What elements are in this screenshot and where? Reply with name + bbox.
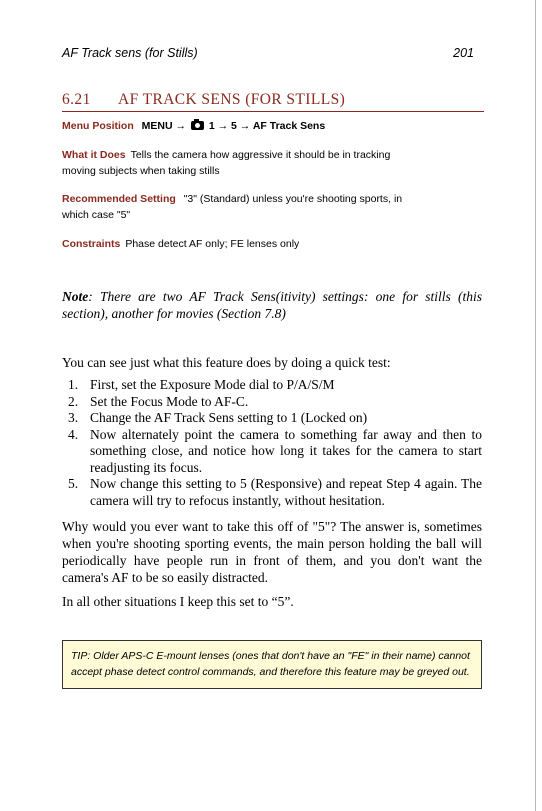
intro-paragraph: You can see just what this feature does by doing a quick test: xyxy=(62,355,391,370)
recommended-line1: "3" (Standard) unless you're shooting sports, in xyxy=(183,193,403,205)
note-paragraph xyxy=(62,288,482,322)
recommended-setting-label: Recommended Setting xyxy=(62,193,176,205)
step-number: 1. xyxy=(68,377,79,392)
step-number: 5. xyxy=(68,476,79,491)
tip-text: Older APS-C E-mount lenses (ones that don't have an "FE" in their name) cannot accept phase detect control commands, and therefore this feature may be greyed out. xyxy=(71,650,470,678)
what-it-does-label: What it Does xyxy=(62,149,126,161)
recommended-setting-block xyxy=(62,191,462,223)
what-it-does-block xyxy=(62,147,462,179)
tip-box xyxy=(62,640,482,689)
step-text: Now alternately point the camera to something far away and then to something close, and notice how long it takes for the camera to start readjusting its focus. xyxy=(90,426,482,475)
constraints-text: Phase detect AF only; FE lenses only xyxy=(125,238,300,250)
step-text: First, set the Exposure Mode dial to P/A/S/M xyxy=(90,377,335,392)
constraints-label: Constraints xyxy=(62,238,121,250)
step-number: 2. xyxy=(68,393,79,409)
what-it-does-line1: Tells the camera how aggressive it should be in tracking xyxy=(130,149,391,161)
menu-path-end: 1 → 5 → AF Track Sens xyxy=(208,120,326,132)
step-number: 3. xyxy=(68,410,79,425)
step-text: Change the AF Track Sens setting to 1 (Locked on) xyxy=(90,410,368,425)
section-number: 6.21 xyxy=(62,91,91,108)
recommended-line2: which case "5" xyxy=(62,209,131,221)
list-item xyxy=(62,377,482,394)
list-item xyxy=(62,410,482,427)
step-text: Set the Focus Mode to AF-C. xyxy=(90,393,249,409)
closing-paragraph: In all other situations I keep this set to “5”. xyxy=(62,594,294,609)
note-text: : There are two AF Track Sens(itivity) settings: one for stills (this section), another for movies (Section 7.8) xyxy=(62,289,482,321)
camera-icon xyxy=(191,121,204,130)
section-title: AF TRACK SENS (FOR STILLS) xyxy=(118,91,346,108)
menu-path-start: MENU → xyxy=(141,120,187,132)
list-item xyxy=(62,394,482,411)
menu-position-label: Menu Position xyxy=(62,120,134,132)
running-header xyxy=(62,46,474,60)
running-title: AF Track sens (for Stills) xyxy=(62,46,198,60)
what-it-does-line2: moving subjects when taking stills xyxy=(62,165,220,177)
constraints-row xyxy=(62,236,462,252)
step-text: Now change this setting to 5 (Responsive) and repeat Step 4 again. The camera will try to refocus instantly, without hesitation. xyxy=(90,476,482,508)
menu-position-row xyxy=(62,118,462,134)
list-item xyxy=(62,476,482,509)
test-steps-list xyxy=(62,377,482,509)
tip-label: TIP: xyxy=(71,650,91,662)
section-heading xyxy=(62,91,484,112)
list-item xyxy=(62,427,482,477)
step-number: 4. xyxy=(68,426,79,442)
note-label: Note xyxy=(62,289,89,304)
why-paragraph: Why would you ever want to take this off of "5"? The answer is, sometimes when you're shooting sporting events, the main person holding the ball will periodically have people run in front of them, and you don't want the camera's AF to be so easily distracted. xyxy=(62,519,482,585)
page-number: 201 xyxy=(453,46,474,60)
